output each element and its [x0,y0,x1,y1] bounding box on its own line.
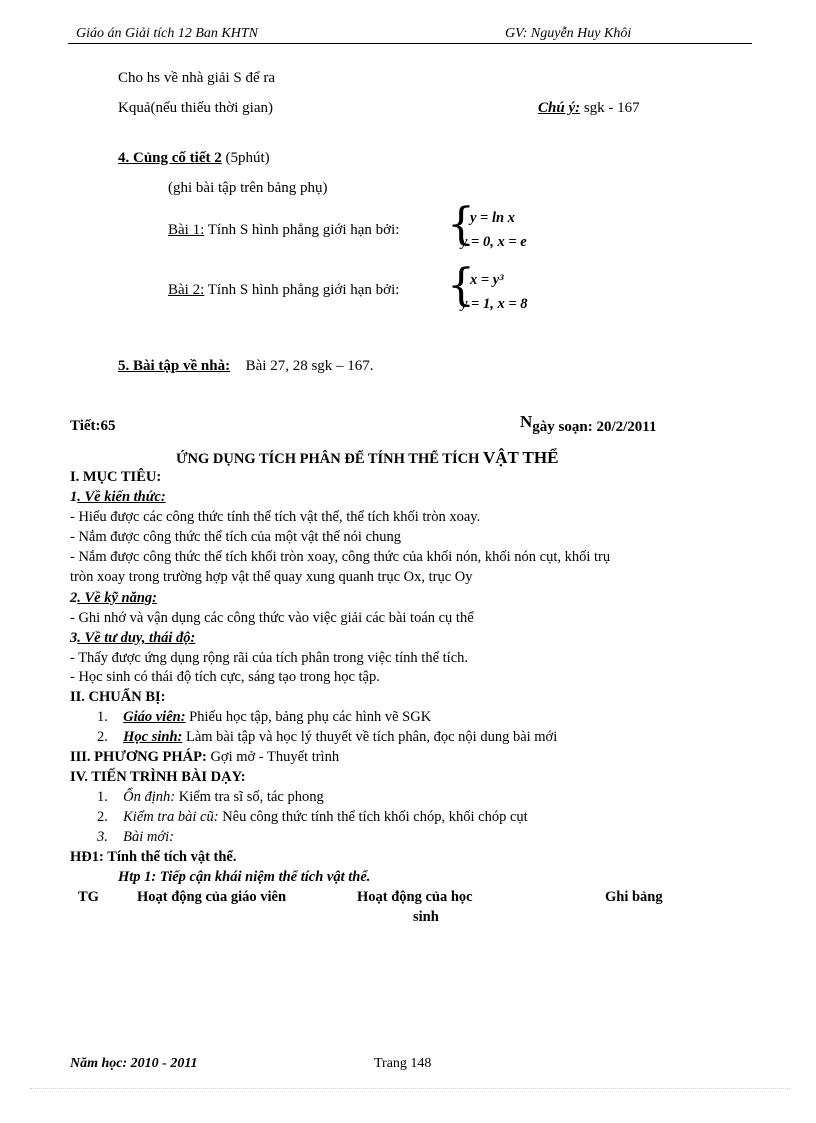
section-phuong-phap [70,749,339,766]
chuan-bi-2-num: 2. [97,729,108,745]
ky-nang-1: - Ghi nhớ và vận dụng các công thức vào việc giải các bài toán cụ thể [70,610,474,626]
chuan-bi-2-text: Làm bài tập và học lý thuyết về tích phân, đọc nội dung bài mới [185,729,558,745]
tien-trinh-2-num: 2. [97,809,108,825]
table-col-tg: TG [78,889,99,905]
sub-kien-thuc-label: . Về kiến thức: [77,489,166,505]
kien-thuc-1: - Hiểu được các công thức tính thể tích vật thể, thể tích khối tròn xoay. [70,509,481,525]
bai2-brace: { [447,260,475,311]
chuan-bi-1-label: Giáo viên: [123,709,186,725]
bai2-eq2: y = 1, x = 8 [461,296,528,312]
tien-trinh-1-num: 1. [97,789,108,805]
chuan-bi-1 [97,709,431,726]
homework [118,358,374,375]
section-tien-trinh: IV. TIẾN TRÌNH BÀI DẠY: [70,769,246,785]
homework-title: 5. Bài tập về nhà: [118,358,231,374]
date-line [520,412,657,436]
table-col-hoc-sinh: Hoạt động của học [357,889,473,905]
date-initial: N [520,412,533,431]
note-label: Chú ý: [538,100,581,116]
section-chuan-bi: II. CHUẨN BỊ: [70,689,166,705]
bai1-text: Tính S hình phẳng giới hạn bởi: [207,222,400,238]
cungco-sub: (ghi bài tập trên bảng phụ) [168,180,328,196]
header-left: Giáo án Giải tích 12 Ban KHTN [76,26,259,41]
lesson-title-b: VẬT THỂ [482,448,559,467]
note [538,100,640,117]
section-muc-tieu: I. MỤC TIÊU: [70,469,162,485]
sub-ky-nang [70,590,157,607]
chuan-bi-2 [97,729,557,746]
chuan-bi-1-num: 1. [97,709,108,725]
top-line-1: Cho hs về nhà giải S để ra [118,70,276,86]
table-col-ghi-bang: Ghi bảng [605,889,663,905]
kien-thuc-2: - Nắm được công thức thể tích của một vật thể nói chung [70,529,402,545]
bai1-label: Bài 1: [168,222,205,238]
tien-trinh-1-label: Ổn định: [123,789,176,805]
sub-ky-nang-label: . Về kỹ năng: [77,590,157,606]
sub-tu-duy-num: 3 [70,630,78,646]
tien-trinh-3-label: Bài mới: [123,829,174,845]
cungco-title: 4. Củng cố tiết 2 [118,150,222,166]
bai1 [168,222,399,239]
kien-thuc-3b: tròn xoay trong trường hợp vật thể quay xung quanh trục Ox, trục Oy [70,569,473,585]
tu-duy-2: - Học sinh có thái độ tích cực, sáng tạo trong học tập. [70,669,380,685]
footer-dotted-rule [30,1088,790,1089]
hd1-heading: HĐ1: Tính thể tích vật thể. [70,849,237,865]
tien-trinh-3-num: 3. [97,829,108,845]
table-col-hoc-sinh-2: sinh [413,909,439,925]
phuong-phap-label: III. PHƯƠNG PHÁP: [70,749,207,765]
note-text: sgk - 167 [583,100,640,116]
homework-text: Bài 27, 28 sgk – 167. [245,358,374,374]
footer-page: Trang 148 [374,1056,432,1071]
tien-trinh-2 [97,809,528,826]
header-right: GV: Nguyễn Huy Khôi [505,26,632,41]
bai2 [168,282,399,299]
header-rule [68,43,752,44]
tien-trinh-2-label: Kiểm tra bài cũ: [123,809,219,825]
lesson-title-a: ỨNG DỤNG TÍCH PHÂN ĐỂ TÍNH THỂ TÍCH [176,451,480,467]
top-line-2: Kquả(nếu thiếu thời gian) [118,100,273,116]
bai2-text: Tính S hình phẳng giới hạn bởi: [207,282,400,298]
cungco-time: (5phút) [225,150,270,166]
tien-trinh-1 [97,789,324,806]
kien-thuc-3a: - Nắm được công thức thể tích khối tròn xoay, công thức của khối nón, khối nón cụt, khối trụ [70,549,611,565]
tien-trinh-2-text: Nêu công thức tính thể tích khối chóp, khối chóp cụt [222,809,528,825]
date-text: gày soạn: 20/2/2011 [532,419,657,435]
tien-trinh-1-text: Kiểm tra sĩ số, tác phong [178,789,324,805]
bai1-brace: { [447,199,475,250]
sub-tu-duy-label: . Về tư duy, thái độ: [77,630,196,646]
htp1-heading: Htp 1: Tiếp cận khái niệm thể tích vật thể. [118,869,371,885]
bai2-eq1: x = y³ [470,272,504,288]
chuan-bi-1-text: Phiếu học tập, bảng phụ các hình vẽ SGK [189,709,432,725]
tiet-number: Tiết:65 [70,418,116,434]
bai1-eq1: y = ln x [470,210,515,226]
cungco-heading [118,150,270,167]
phuong-phap-text: Gợi mở - Thuyết trình [210,749,340,765]
footer-year: Năm học: 2010 - 2011 [70,1056,198,1071]
chuan-bi-2-label: Học sinh: [123,729,183,745]
sub-tu-duy [70,630,195,647]
bai1-eq2: y = 0, x = e [461,234,527,250]
table-col-giao-vien: Hoạt động của giáo viên [137,889,287,905]
tien-trinh-3 [97,829,174,846]
tu-duy-1: - Thấy được ứng dụng rộng rãi của tích phân trong việc tính thể tích. [70,650,468,666]
sub-kien-thuc [70,489,166,506]
lesson-title [176,448,558,468]
sub-kien-thuc-num: 1 [70,489,78,505]
bai2-label: Bài 2: [168,282,205,298]
sub-ky-nang-num: 2 [70,590,78,606]
